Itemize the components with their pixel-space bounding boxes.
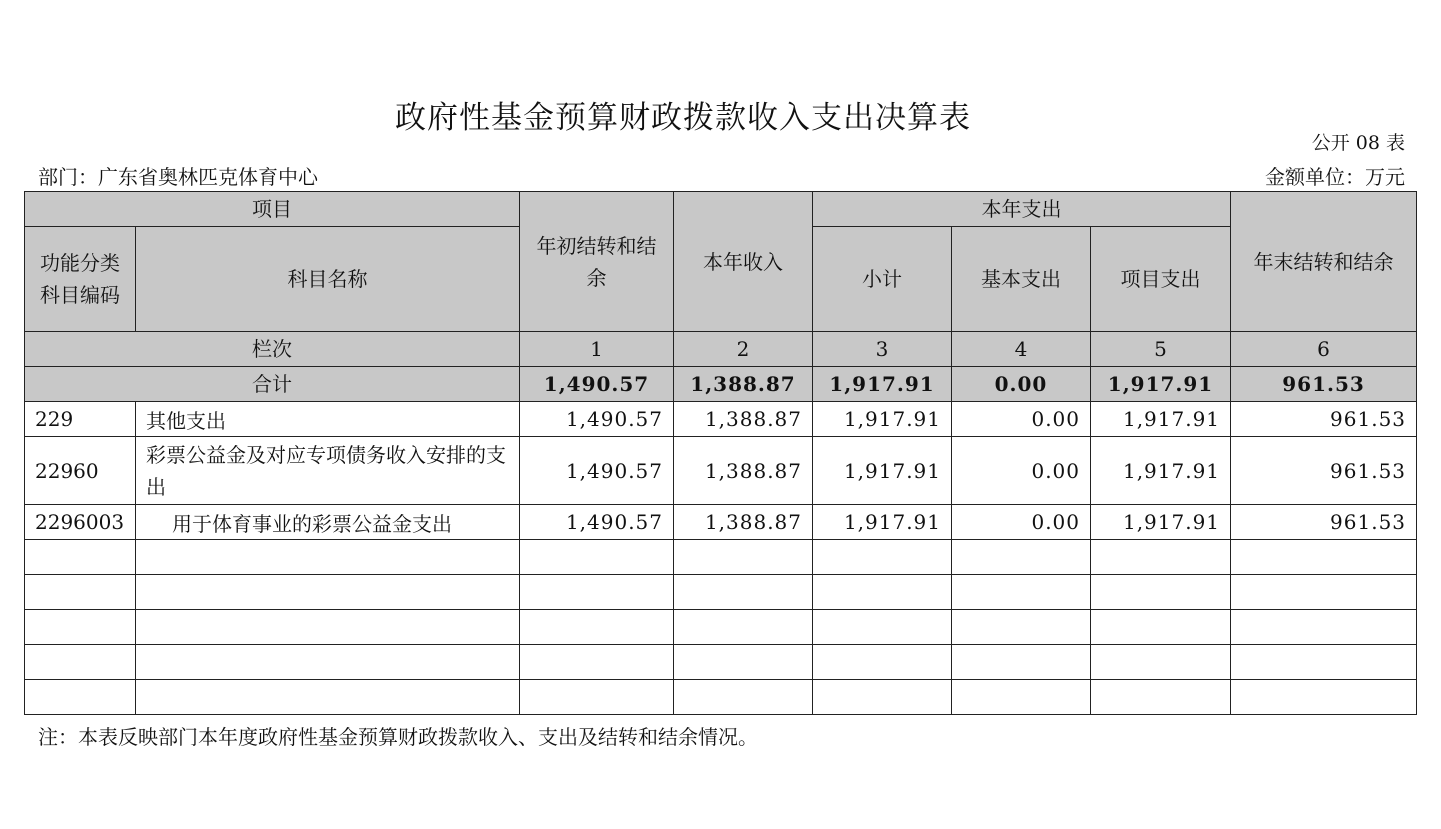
row-value: 0.00	[952, 437, 1091, 505]
row-name: 彩票公益金及对应专项债务收入安排的支出	[136, 437, 520, 505]
row-value: 1,917.91	[1091, 402, 1231, 437]
row-value: 961.53	[1231, 437, 1417, 505]
total-label: 合计	[25, 367, 520, 402]
row-value: 1,388.87	[674, 402, 813, 437]
total-row	[25, 367, 1417, 402]
department-label: 部门：广东省奥林匹克体育中心	[38, 165, 318, 189]
budget-table	[24, 191, 1417, 715]
empty-row	[25, 575, 1417, 610]
total-value: 1,388.87	[674, 367, 813, 402]
header-name: 科目名称	[136, 227, 520, 332]
col-number: 6	[1231, 332, 1417, 367]
row-value: 0.00	[952, 505, 1091, 540]
empty-row	[25, 645, 1417, 680]
row-value: 1,917.91	[813, 505, 952, 540]
header-code: 功能分类科目编码	[25, 227, 136, 332]
row-value: 1,388.87	[674, 505, 813, 540]
table-row	[25, 437, 1417, 505]
form-number: 公开 08 表	[1311, 132, 1405, 154]
row-value: 1,917.91	[1091, 505, 1231, 540]
row-value: 1,490.57	[520, 505, 674, 540]
header-row-1	[25, 192, 1417, 227]
header-project: 项目	[25, 192, 520, 227]
total-value: 1,917.91	[1091, 367, 1231, 402]
row-value: 1,490.57	[520, 437, 674, 505]
total-value: 1,490.57	[520, 367, 674, 402]
col-number: 5	[1091, 332, 1231, 367]
row-value: 961.53	[1231, 505, 1417, 540]
row-code: 2296003	[25, 505, 136, 540]
row-code: 229	[25, 402, 136, 437]
table-row	[25, 402, 1417, 437]
row-value: 1,490.57	[520, 402, 674, 437]
table-row	[25, 505, 1417, 540]
col-number: 3	[813, 332, 952, 367]
row-name: 其他支出	[136, 402, 520, 437]
header-opening-balance: 年初结转和结余	[520, 192, 674, 332]
empty-row	[25, 610, 1417, 645]
page-title: 政府性基金预算财政拨款收入支出决算表	[395, 100, 971, 136]
total-value: 0.00	[952, 367, 1091, 402]
table-note: 注：本表反映部门本年度政府性基金预算财政拨款收入、支出及结转和结余情况。	[38, 725, 758, 749]
total-value: 1,917.91	[813, 367, 952, 402]
row-code: 22960	[25, 437, 136, 505]
column-index-row	[25, 332, 1417, 367]
row-name: 用于体育事业的彩票公益金支出	[136, 505, 520, 540]
row-value: 1,917.91	[813, 437, 952, 505]
row-value: 0.00	[952, 402, 1091, 437]
amount-unit-label: 金额单位：万元	[1265, 165, 1405, 189]
row-value: 961.53	[1231, 402, 1417, 437]
col-number: 2	[674, 332, 813, 367]
header-basic: 基本支出	[952, 227, 1091, 332]
header-subtotal: 小计	[813, 227, 952, 332]
row-value: 1,388.87	[674, 437, 813, 505]
col-number: 4	[952, 332, 1091, 367]
header-expenditure: 本年支出	[813, 192, 1231, 227]
empty-row	[25, 680, 1417, 715]
col-number: 1	[520, 332, 674, 367]
empty-row	[25, 540, 1417, 575]
header-project-exp: 项目支出	[1091, 227, 1231, 332]
column-index-label: 栏次	[25, 332, 520, 367]
row-value: 1,917.91	[1091, 437, 1231, 505]
row-value: 1,917.91	[813, 402, 952, 437]
total-value: 961.53	[1231, 367, 1417, 402]
header-closing-balance: 年末结转和结余	[1231, 192, 1417, 332]
header-income: 本年收入	[674, 192, 813, 332]
